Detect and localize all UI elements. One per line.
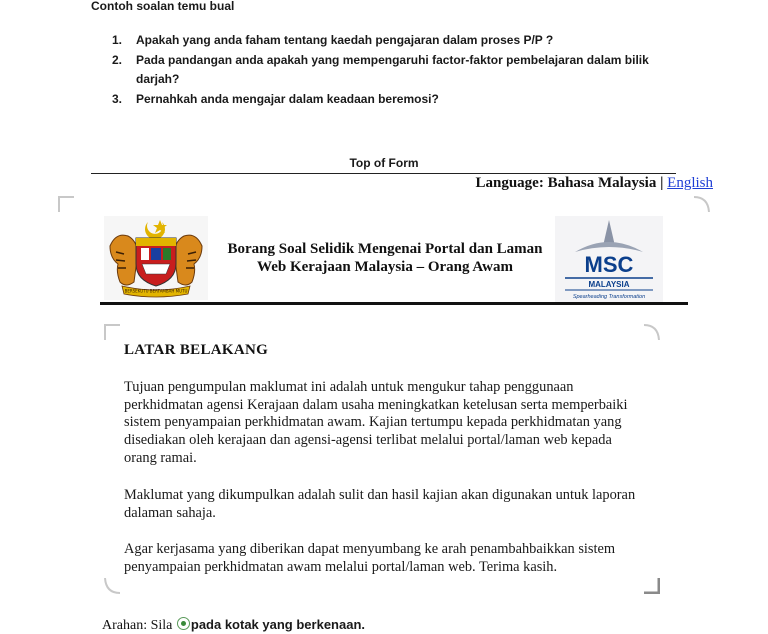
language-separator: | (656, 175, 668, 191)
list-item (112, 31, 672, 51)
content-corner-bottom-right (644, 578, 660, 594)
background-heading: LATAR BELAKANG (124, 342, 269, 358)
question-text: Pada pandangan anda apakah yang mempengaruhi factor-faktor pembelajaran dalam bilik darjah? (136, 52, 649, 86)
question-text: Apakah yang anda faham tentang kaedah pengajaran dalam proses P/P ? (136, 33, 554, 47)
coat-of-arms-logo (104, 216, 208, 300)
background-paragraph-2: Maklumat yang dikumpulkan adalah sulit dan hasil kajian akan digunakan untuk laporan dalaman sahaja. (124, 487, 636, 521)
content-corner-bottom-left (104, 578, 120, 594)
instruction-prefix: Arahan: Sila (102, 618, 176, 633)
list-number: 2. (112, 52, 123, 67)
question-text: Pernahkah anda mengajar dalam keadaan beremosi? (136, 91, 439, 106)
list-item (112, 51, 672, 90)
crest-ribbon-text: BERSEKUTU BERTAMBAH MUTU (124, 288, 188, 294)
survey-title (215, 240, 555, 276)
instruction-suffix: pada kotak yang berkenaan. (190, 617, 365, 632)
msc-logo-text: MSC (584, 252, 634, 277)
card-corner-top-right (694, 196, 710, 212)
list-number: 1. (112, 33, 123, 47)
interview-questions-heading: Contoh soalan temu bual (91, 0, 235, 13)
msc-logo-subtitle: MALAYSIA (588, 280, 630, 289)
list-item (112, 90, 672, 110)
msc-logo-tagline: Spearheading Transformation (572, 294, 646, 300)
radio-button-icon (177, 617, 190, 630)
survey-title-line-1: Borang Soal Selidik Mengenai Portal dan Laman (227, 241, 543, 257)
form-divider (91, 173, 676, 174)
english-link[interactable]: English (667, 175, 713, 191)
top-of-form-label: Top of Form (349, 156, 419, 170)
content-corner-top-left (104, 324, 120, 340)
language-label: Language: Bahasa Malaysia (475, 175, 657, 191)
background-paragraph-3: Agar kerjasama yang diberikan dapat menyumbang ke arah penambahbaikkan sistem penyampaian perkhidmatan awam melalui portal/laman web. Terima kasih. (124, 541, 616, 575)
survey-title-line-2: Web Kerajaan Malaysia – Orang Awam (257, 259, 513, 275)
question-list (112, 31, 672, 109)
content-corner-top-right (644, 324, 660, 340)
header-divider (100, 302, 688, 305)
language-selector (475, 175, 713, 192)
msc-malaysia-logo (555, 216, 663, 302)
background-paragraph-1: Tujuan pengumpulan maklumat ini adalah untuk mengukur tahap penggunaan perkhidmatan agensi Kerajaan dalam usaha meningkatkan ketelusan serta memperbaiki sistem penyampaian perkhidmatan awam. Kajian tertumpu kepada perkhidmatan yang disediakan oleh kerajaan dan agensi-agensi terlibat melalui portal/laman web kepada orang ramai. (124, 379, 628, 466)
list-number: 3. (112, 91, 123, 106)
instruction-line (102, 617, 365, 634)
card-corner-top-left (58, 196, 74, 212)
